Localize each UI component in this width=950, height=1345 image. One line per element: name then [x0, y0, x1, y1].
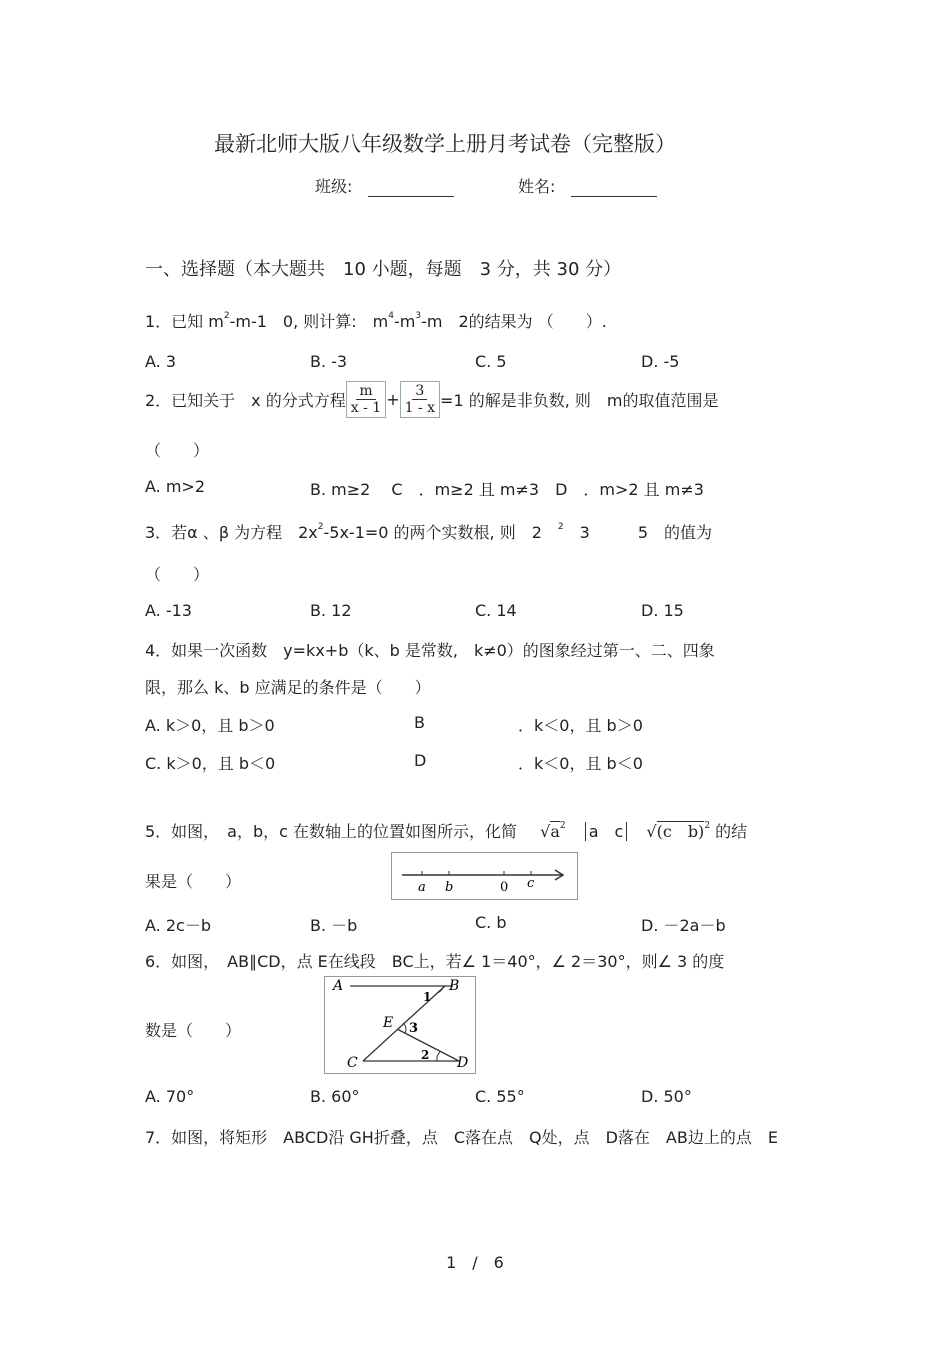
q3-sup: 2 [317, 521, 324, 532]
q1-option-c[interactable]: C. 5 [475, 352, 507, 371]
question-6-line1: 6．如图， AB∥CD，点 E在线段 BC上，若∠ 1＝40°，∠ 2＝30°，则∠ 3 的度 [145, 952, 725, 971]
angle-2-arc [437, 1052, 440, 1061]
name-field [518, 174, 657, 197]
q6-option-d[interactable]: D. 50° [641, 1087, 692, 1106]
name-blank [571, 182, 657, 197]
label-b: b [445, 880, 454, 895]
page-title: 最新北师大版八年级数学上册月考试卷（完整版） [214, 132, 676, 156]
q2-text: 2．已知关于 x 的分式方程 [145, 391, 346, 410]
q2-text: =1 的解是非负数, 则 m的取值范围是 [440, 391, 719, 410]
q3-text: 3．若α 、β 为方程 2x [145, 523, 318, 542]
denominator: 1 - x [404, 400, 436, 416]
label-angle-3: 3 [409, 1021, 419, 1036]
numerator: m [356, 383, 375, 400]
q6-option-a[interactable]: A. 70° [145, 1087, 195, 1106]
q2-option-a[interactable]: A. m>2 [145, 477, 206, 496]
q5-option-b[interactable]: B. －b [310, 916, 358, 935]
abs-a-minus-c: a c [585, 822, 628, 841]
q3-option-c[interactable]: C. 14 [475, 601, 517, 620]
q1-option-d[interactable]: D. -5 [641, 352, 680, 371]
parallel-lines-figure [324, 976, 476, 1074]
label-D: D [457, 1055, 469, 1071]
name-label: 姓名: [518, 177, 556, 196]
question-6-line2: 数是（ ） [145, 1021, 242, 1040]
radicand: a [550, 822, 560, 841]
question-7-line1: 7．如图，将矩形 ABCD沿 GH折叠，点 C落在点 Q处，点 D落在 AB边上的点 E [145, 1128, 778, 1147]
q1-text: -m-1 0, 则计算: m [229, 312, 389, 331]
label-0: 0 [500, 880, 509, 895]
q1-text: -m [393, 312, 416, 331]
numerator: 3 [412, 383, 427, 400]
denominator: x - 1 [350, 400, 382, 416]
class-label: 班级: [315, 177, 353, 196]
q3-sup: 2 [557, 521, 564, 532]
number-line-svg [392, 853, 577, 899]
question-4-line2: 限，那么 k、b 应满足的条件是（ ） [145, 678, 431, 697]
exponent: 2 [704, 820, 711, 831]
label-a: a [418, 880, 426, 895]
question-4-line1: 4．如果一次函数 y=kx+b（k、b 是常数, k≠0）的图象经过第一、二、四象 [145, 641, 715, 660]
exponent: 2 [559, 820, 566, 831]
q3-text: 3 5 的值为 [563, 523, 713, 542]
q4-option-d[interactable]: ．k＜0，且 b＜0 [518, 754, 643, 773]
q2-option-bcd[interactable]: B. m≥2 C ．m≥2 且 m≠3 D ．m>2 且 m≠3 [310, 480, 704, 499]
q1-sup: 3 [415, 310, 422, 321]
label-angle-1: 1 [423, 990, 432, 1004]
label-E: E [383, 1015, 394, 1031]
q5-option-a[interactable]: A. 2c－b [145, 916, 211, 935]
parallel-lines-svg [325, 977, 475, 1073]
radicand: (c b) [656, 822, 705, 841]
q4-option-d-letter[interactable]: D [414, 751, 427, 770]
q4-option-c[interactable]: C. k＞0，且 b＜0 [145, 754, 276, 773]
q1-option-b[interactable]: B. -3 [310, 352, 348, 371]
q6-option-c[interactable]: C. 55° [475, 1087, 525, 1106]
fraction-3-over-1-x [400, 381, 440, 418]
question-2 [145, 381, 718, 418]
question-5 [145, 819, 747, 842]
plus-sign: + [386, 390, 400, 409]
q5-option-c[interactable]: C. b [475, 913, 507, 932]
q1-sup: 2 [223, 310, 230, 321]
label-angle-2: 2 [421, 1048, 430, 1062]
class-field [315, 174, 454, 197]
number-line-figure [391, 852, 578, 900]
q1-text: 1．已知 m [145, 312, 224, 331]
label-B: B [449, 978, 460, 994]
sqrt-a-squared: $√a^2$ [540, 820, 566, 841]
question-5-line2: 果是（ ） [145, 872, 242, 891]
question-3 [145, 520, 712, 543]
q5-text: 5．如图， a，b，c 在数轴上的位置如图所示，化简 [145, 822, 518, 841]
fraction-m-over-x-1 [346, 381, 386, 418]
q4-option-a[interactable]: A. k＞0，且 b＞0 [145, 716, 275, 735]
q1-sup: 4 [388, 310, 394, 321]
q3-option-a[interactable]: A. -13 [145, 601, 192, 620]
q5-text: 的结 [715, 822, 748, 841]
q1-option-a[interactable]: A. 3 [145, 352, 177, 371]
q2-paren: （ ） [145, 441, 210, 460]
section-heading: 一、选择题（本大题共 10 小题，每题 3 分，共 30 分） [145, 259, 622, 280]
q3-paren: （ ） [145, 565, 210, 584]
class-blank [368, 182, 454, 197]
q6-option-b[interactable]: B. 60° [310, 1087, 360, 1106]
page-number: 1 / 6 [446, 1253, 504, 1272]
q4-option-b[interactable]: ．k＜0，且 b＞0 [518, 716, 643, 735]
label-A: A [333, 978, 344, 994]
q4-option-b-letter[interactable]: B [414, 713, 425, 732]
q3-option-b[interactable]: B. 12 [310, 601, 352, 620]
label-c: c [527, 876, 535, 891]
label-C: C [347, 1055, 358, 1071]
question-1 [145, 309, 607, 332]
q5-option-d[interactable]: D. －2a－b [641, 916, 726, 935]
q1-text: -m 2的结果为 （ ）. [421, 312, 607, 331]
q3-option-d[interactable]: D. 15 [641, 601, 684, 620]
q3-text: -5x-1=0 的两个实数根, 则 2 [323, 523, 558, 542]
sqrt-c-minus-b-squared: √(c b)$^2$ [646, 820, 711, 841]
